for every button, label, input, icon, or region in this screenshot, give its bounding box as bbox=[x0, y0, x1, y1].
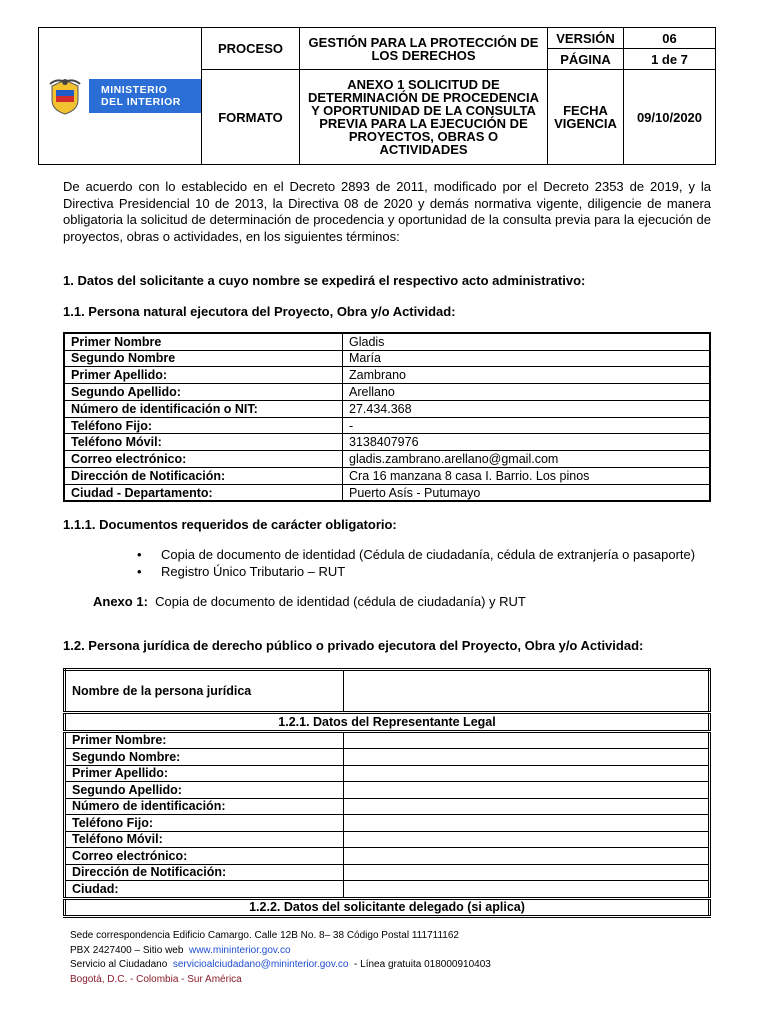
row-label: Segundo Nombre: bbox=[65, 749, 344, 766]
table-row bbox=[64, 400, 710, 417]
anexo-note bbox=[93, 594, 526, 609]
row-label: Teléfono Fijo: bbox=[65, 815, 344, 832]
version-value: 06 bbox=[624, 28, 716, 49]
footer-service-label: Servicio al Ciudadano bbox=[70, 959, 168, 970]
footer-address: Sede correspondencia Edificio Camargo. Calle 12B No. 8– 38 Código Postal 111711162 bbox=[70, 930, 459, 941]
bullet-icon: • bbox=[137, 563, 142, 579]
proceso-value: GESTIÓN PARA LA PROTECCIÓN DE LOS DERECHOS bbox=[300, 28, 548, 70]
table-row bbox=[65, 782, 710, 799]
legal-name-value[interactable] bbox=[344, 670, 710, 713]
document-header-table bbox=[38, 27, 716, 165]
proceso-label: PROCESO bbox=[202, 28, 300, 70]
table-row bbox=[64, 417, 710, 434]
required-documents-list bbox=[137, 547, 695, 580]
footer-hotline: - Línea gratuita 018000910403 bbox=[354, 959, 491, 970]
row-label: Primer Apellido: bbox=[65, 765, 344, 782]
row-value[interactable]: 3138407976 bbox=[343, 434, 711, 451]
bullet-icon: • bbox=[137, 547, 142, 562]
version-label: VERSIÓN bbox=[548, 28, 624, 49]
list-item-text: Registro Único Tributario – RUT bbox=[161, 563, 346, 579]
section-1-heading: 1. Datos del solicitante a cuyo nombre se expedirá el respectivo acto administrativo: bbox=[63, 273, 586, 288]
row-value[interactable] bbox=[344, 731, 710, 749]
table-row bbox=[65, 881, 710, 899]
table-row bbox=[64, 434, 710, 451]
anexo-text: Copia de documento de identidad (cédula de ciudadanía) y RUT bbox=[155, 594, 526, 609]
row-label: Dirección de Notificación: bbox=[65, 864, 344, 881]
row-value[interactable] bbox=[344, 815, 710, 832]
row-label: Teléfono Fijo: bbox=[64, 417, 343, 434]
row-value[interactable]: Arellano bbox=[343, 384, 711, 401]
footer-city: Bogotá, D.C. - Colombia - Sur América bbox=[70, 973, 242, 985]
section-1-1-1-heading: 1.1.1. Documentos requeridos de carácter obligatorio: bbox=[63, 517, 397, 532]
table-row bbox=[65, 731, 710, 749]
row-label: Segundo Apellido: bbox=[65, 782, 344, 799]
row-value[interactable]: - bbox=[343, 417, 711, 434]
website-link[interactable]: www.mininterior.gov.co bbox=[188, 944, 291, 956]
formato-value: ANEXO 1 SOLICITUD DE DETERMINACIÓN DE PROCEDENCIA Y OPORTUNIDAD DE LA CONSULTA PREVIA PARA LA EJECUCIÓN DE PROYECTOS, OBRAS O ACTIVIDADES bbox=[300, 70, 548, 165]
table-row bbox=[65, 749, 710, 766]
row-label: Número de identificación: bbox=[65, 798, 344, 815]
list-item bbox=[137, 564, 695, 581]
natural-person-table bbox=[63, 332, 711, 502]
fecha-vigencia-label: FECHA VIGENCIA bbox=[548, 70, 624, 165]
legal-name-label: Nombre de la persona jurídica bbox=[65, 670, 344, 713]
table-row bbox=[65, 848, 710, 865]
delegate-heading: 1.2.2. Datos del solicitante delegado (si aplica) bbox=[65, 898, 710, 917]
row-label: Dirección de Notificación: bbox=[64, 468, 343, 485]
row-value[interactable]: 27.434.368 bbox=[343, 400, 711, 417]
table-row bbox=[65, 815, 710, 832]
section-1-2-heading: 1.2. Persona jurídica de derecho público o privado ejecutora del Proyecto, Obra y/o Actividad: bbox=[63, 638, 644, 653]
row-value[interactable] bbox=[344, 798, 710, 815]
table-row bbox=[64, 468, 710, 485]
row-value[interactable]: María bbox=[343, 350, 711, 367]
list-item bbox=[137, 547, 695, 564]
row-value[interactable] bbox=[344, 765, 710, 782]
table-row bbox=[65, 864, 710, 881]
logo-text-line2: DEL INTERIOR bbox=[101, 96, 181, 108]
row-value[interactable] bbox=[344, 782, 710, 799]
table-row bbox=[64, 333, 710, 350]
pagina-label: PÁGINA bbox=[548, 49, 624, 70]
row-label: Correo electrónico: bbox=[65, 848, 344, 865]
row-label: Primer Nombre bbox=[64, 333, 343, 350]
footer-pbx: PBX 2427400 – Sitio web bbox=[70, 944, 184, 956]
fecha-vigencia-value: 09/10/2020 bbox=[624, 70, 716, 165]
row-value[interactable] bbox=[344, 848, 710, 865]
ministry-logo-band bbox=[89, 79, 201, 113]
page-footer bbox=[70, 929, 491, 987]
row-label: Primer Nombre: bbox=[65, 731, 344, 749]
table-row bbox=[64, 367, 710, 384]
table-row bbox=[64, 484, 710, 501]
row-value[interactable] bbox=[344, 864, 710, 881]
logo-text-line1: MINISTERIO bbox=[101, 84, 168, 96]
logo-cell bbox=[39, 28, 202, 165]
footer-phone-line bbox=[70, 944, 491, 959]
row-value[interactable]: gladis.zambrano.arellano@gmail.com bbox=[343, 451, 711, 468]
row-label: Teléfono Móvil: bbox=[65, 831, 344, 848]
table-row bbox=[65, 831, 710, 848]
row-label: Ciudad - Departamento: bbox=[64, 484, 343, 501]
table-row bbox=[65, 898, 710, 917]
row-value[interactable] bbox=[344, 831, 710, 848]
table-row bbox=[64, 451, 710, 468]
row-value[interactable]: Puerto Asís - Putumayo bbox=[343, 484, 711, 501]
representative-heading: 1.2.1. Datos del Representante Legal bbox=[65, 713, 710, 732]
table-row bbox=[65, 765, 710, 782]
table-row bbox=[64, 384, 710, 401]
row-label: Segundo Nombre bbox=[64, 350, 343, 367]
anexo-label: Anexo 1: bbox=[93, 594, 148, 609]
row-value[interactable]: Zambrano bbox=[343, 367, 711, 384]
table-row bbox=[64, 350, 710, 367]
row-label: Teléfono Móvil: bbox=[64, 434, 343, 451]
pagina-value: 1 de 7 bbox=[624, 49, 716, 70]
row-value[interactable] bbox=[344, 749, 710, 766]
row-label: Ciudad: bbox=[65, 881, 344, 899]
formato-label: FORMATO bbox=[202, 70, 300, 165]
legal-person-table bbox=[63, 668, 711, 918]
section-1-1-heading: 1.1. Persona natural ejecutora del Proyecto, Obra y/o Actividad: bbox=[63, 304, 456, 319]
service-email-link[interactable]: servicioalciudadano@mininterior.gov.co bbox=[172, 959, 349, 970]
row-label: Primer Apellido: bbox=[64, 367, 343, 384]
row-value[interactable]: Gladis bbox=[343, 333, 711, 350]
table-row bbox=[65, 798, 710, 815]
row-label: Correo electrónico: bbox=[64, 451, 343, 468]
intro-paragraph: De acuerdo con lo establecido en el Decreto 2893 de 2011, modificado por el Decreto 2353 de 2019, y la Directiva Presidencial 10 de 2013, la Directiva 08 de 2020 y demás normativa vigente, diligencie de manera obligatoria la solicitud de determinación de procedencia y oportunidad de la consulta previa para la ejecución de proyectos, obras o actividades, en los siguientes términos: bbox=[63, 179, 711, 244]
row-label: Número de identificación o NIT: bbox=[64, 400, 343, 417]
coat-of-arms-icon bbox=[45, 74, 85, 118]
row-label: Segundo Apellido: bbox=[64, 384, 343, 401]
list-item-text: Copia de documento de identidad (Cédula de ciudadanía, cédula de extranjería o pasaporte) bbox=[161, 547, 696, 562]
row-value[interactable]: Cra 16 manzana 8 casa I. Barrio. Los pinos bbox=[343, 468, 711, 485]
row-value[interactable] bbox=[344, 881, 710, 899]
footer-service-line bbox=[70, 958, 491, 973]
